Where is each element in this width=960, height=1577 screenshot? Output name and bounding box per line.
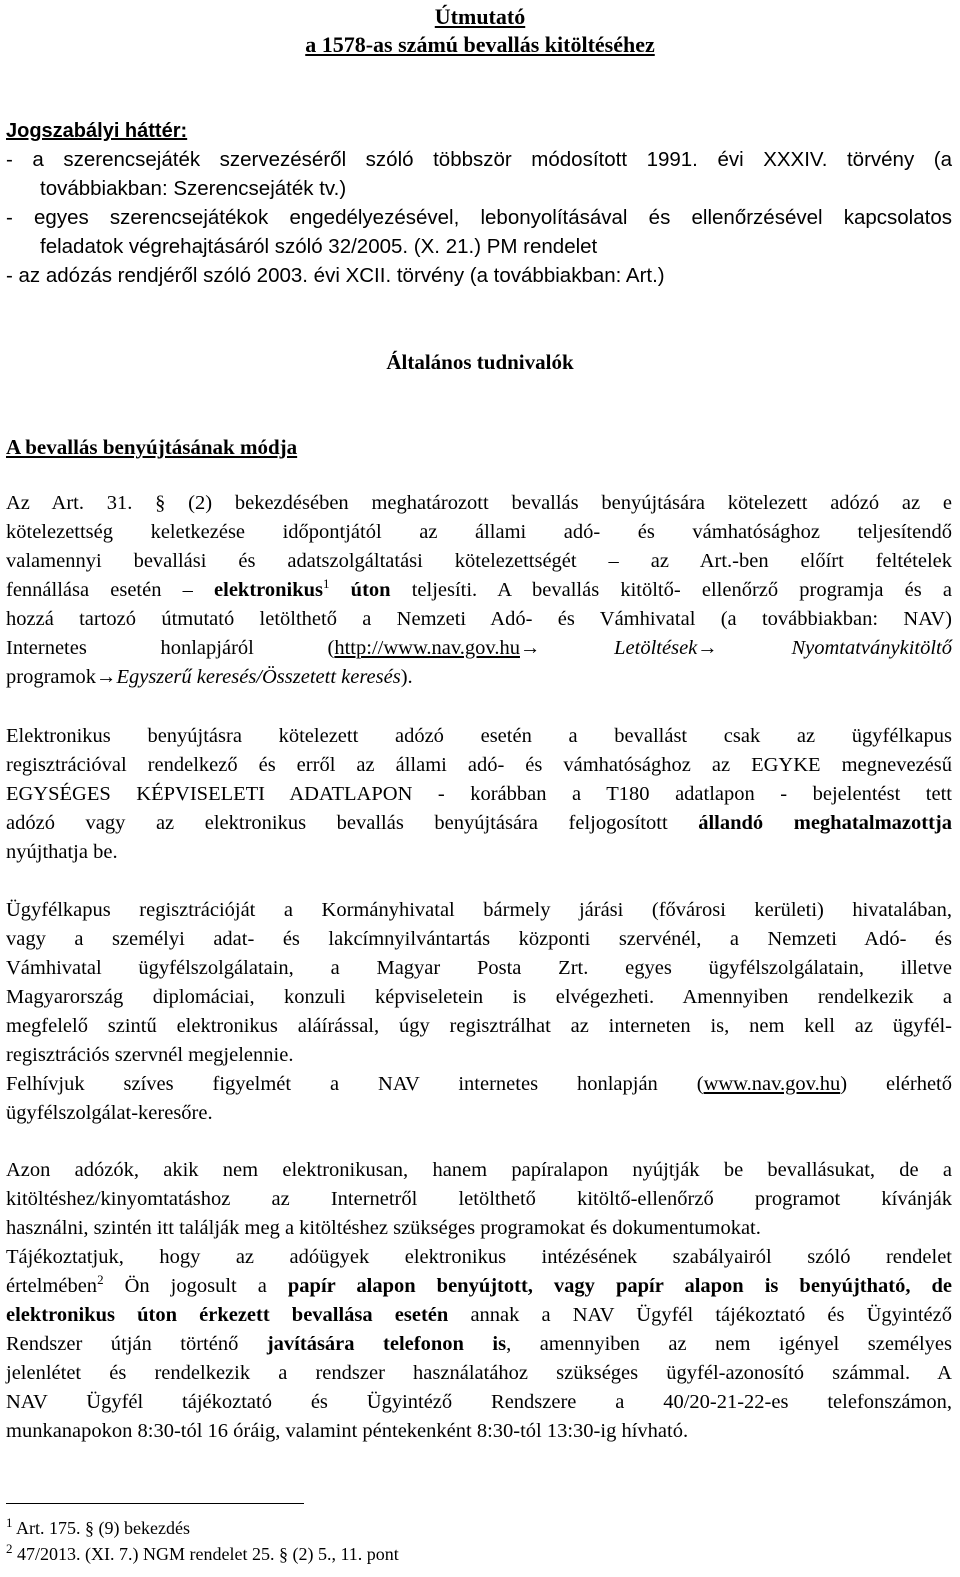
legal-background-line: - a szerencsejáték szervezéséről szóló többször módosított 1991. évi XXXIV. törvény (a <box>6 148 952 171</box>
legal-background-line: - egyes szerencsejátékok engedélyezésével, lebonyolításával és ellenőrzésével kapcsolatos <box>6 206 952 229</box>
text-span: , amennyiben az nem igényel személyes <box>506 1333 952 1355</box>
paragraph-line: Ügyfélkapus regisztrációját a Kormányhivatal bármely járási (fővárosi kerületi) hivatalában, <box>6 899 952 921</box>
paragraph-line: nyújthatja be. <box>6 841 118 863</box>
text-span: Rendszer útján történő <box>6 1333 267 1355</box>
footnote <box>6 1541 399 1565</box>
text-span: programok <box>6 666 96 688</box>
paragraph-line: Azon adózók, akik nem elektronikusan, hanem papíralapon nyújtják be bevallásukat, de a <box>6 1159 952 1181</box>
text-span: fennállása esetén – <box>6 579 215 601</box>
text-span: Internetes honlapjáról ( <box>6 637 335 659</box>
paragraph-line: Magyarország diplomáciai, konzuli képviseletein is elvégezheti. Amennyiben rendelkezik a <box>6 986 952 1008</box>
paragraph-line: használni, szintén itt találják meg a kitöltéshez szükséges programokat és dokumentumokat. <box>6 1217 761 1239</box>
paragraph-line <box>6 1333 952 1356</box>
paragraph-line: regisztrációval rendelkező és erről az állami adó- és vámhatósághoz az EGYKE megnevezésű <box>6 754 952 776</box>
paragraph-line: Elektronikus benyújtásra kötelezett adózó esetén a bevallást csak az ügyfélkapus <box>6 725 952 747</box>
paragraph-line: Az Art. 31. § (2) bekezdésében meghatározott bevallás benyújtására kötelezett adózó az e <box>6 492 952 514</box>
paragraph-line: hozzá tartozó útmutató letölthető a Nemzeti Adó- és Vámhivatal (a továbbiakban: NAV) <box>6 608 952 630</box>
paragraph-line: kötelezettség keletkezése időpontjától az állami adó- és vámhatósághoz teljesítendő <box>6 521 952 543</box>
text-span: teljesíti. A bevallás kitöltő- ellenőrző programja és a <box>390 579 952 601</box>
italic-text: Letöltések <box>614 637 698 659</box>
footnote-text: Art. 175. § (9) bekezdés <box>12 1518 190 1538</box>
text-span: adózó vagy az elektronikus bevallás benyújtására feljogosított <box>6 812 699 834</box>
document-title: Útmutató <box>434 4 526 29</box>
footnote-number: 1 <box>6 1515 13 1530</box>
text-span: Felhívjuk szíves figyelmét a NAV internetes honlapján ( <box>6 1073 704 1095</box>
legal-background-line: továbbiakban: Szerencsejáték tv.) <box>40 177 347 200</box>
paragraph-line: vagy a személyi adat- és lakcímnyilvántartás központi szervénél, a Nemzeti Adó- és <box>6 928 952 950</box>
paragraph-line: jelenlétet és rendelkezik a rendszer használatához szükséges ügyfél-azonosító számmal. A <box>6 1362 952 1384</box>
paragraph-line <box>6 1073 952 1096</box>
paragraph-line <box>6 1272 953 1298</box>
submission-heading: A bevallás benyújtásának módja <box>6 435 298 459</box>
bold-text: papír alapon benyújtott, vagy papír alapon is benyújtható, de <box>287 1275 953 1297</box>
text-span: ). <box>400 666 413 688</box>
legal-background-line: feladatok végrehajtásáról szóló 32/2005. (X. 21.) PM rendelet <box>40 235 598 258</box>
text-span: értelmében <box>6 1275 98 1297</box>
footnote-text: 47/2013. (XI. 7.) NGM rendelet 25. § (2) 5., 11. pont <box>12 1544 399 1564</box>
paragraph-line: Vámhivatal ügyfélszolgálatain, a Magyar Posta Zrt. egyes ügyfélszolgálatain, illetve <box>6 957 952 979</box>
paragraph-line: NAV Ügyfél tájékoztató és Ügyintéző Rendszere a 40/20-21-22-es telefonszámon, <box>6 1391 952 1413</box>
paragraph-line: ügyfélszolgálat-keresőre. <box>6 1102 213 1124</box>
nav-website-link[interactable]: http://www.nav.gov.hu <box>334 637 520 659</box>
paragraph-line: munkanapokon 8:30-tól 16 óráig, valamint péntekenként 8:30-tól 13:30-ig hívható. <box>6 1420 689 1442</box>
paragraph-line <box>6 576 952 602</box>
paragraph-line: EGYSÉGES KÉPVISELETI ADATLAPON - korábban a T180 adatlapon - bejelentést tett <box>6 783 952 805</box>
text-span: ) elérhető <box>840 1073 952 1095</box>
footnote-ref[interactable]: 1 <box>323 576 330 592</box>
arrow-right-icon: → <box>697 637 718 659</box>
paragraph-line <box>6 637 952 660</box>
bold-text: elektronikus úton érkezett bevallása esetén <box>6 1304 449 1326</box>
paragraph-line: Tájékoztatjuk, hogy az adóügyek elektronikus intézésének szabályairól szóló rendelet <box>6 1246 952 1268</box>
nav-website-link[interactable]: www.nav.gov.hu <box>703 1073 841 1095</box>
paragraph-line: kitöltéshez/kinyomtatáshoz az Internetről letölthető kitöltő-ellenőrző programot kívánják <box>6 1188 952 1210</box>
paragraph-line <box>6 812 952 835</box>
document-subtitle: a 1578-as számú bevallás kitöltéséhez <box>305 32 655 57</box>
paragraph-line: megfelelő szintű elektronikus aláírással, úgy regisztrálhat az interneten is, nem kell az ügyfél- <box>6 1015 952 1037</box>
arrow-right-icon: → <box>519 637 541 659</box>
arrow-right-icon: → <box>95 666 117 688</box>
text-span: annak a NAV Ügyfél tájékoztató és Ügyintéző <box>448 1304 952 1326</box>
general-info-heading: Általános tudnivalók <box>386 350 574 374</box>
bold-text: javítására telefonon is <box>266 1333 507 1355</box>
legal-background-heading: Jogszabályi háttér: <box>6 120 188 142</box>
bold-text: úton <box>329 579 391 601</box>
paragraph-line <box>6 1304 952 1327</box>
text-span: Ön jogosult a <box>103 1275 288 1297</box>
legal-background-line: - az adózás rendjéről szóló 2003. évi XCII. törvény (a továbbiakban: Art.) <box>6 264 665 287</box>
italic-text: Egyszerű keresés/Összetett keresés <box>116 666 401 688</box>
footnote-separator <box>6 1503 304 1504</box>
footnote-ref[interactable]: 2 <box>97 1272 104 1288</box>
footnote-number: 2 <box>6 1541 13 1556</box>
paragraph-line: regisztrációs szervnél megjelennie. <box>6 1044 294 1066</box>
paragraph-line: valamennyi bevallási és adatszolgáltatási kötelezettségét – az Art.-ben előírt feltételek <box>6 550 952 572</box>
footnote <box>6 1515 190 1539</box>
paragraph-line <box>6 666 952 689</box>
bold-text: állandó meghatalmazottja <box>698 812 952 834</box>
bold-text: elektronikus <box>214 579 324 601</box>
italic-text: Nyomtatványkitöltő <box>791 637 952 659</box>
